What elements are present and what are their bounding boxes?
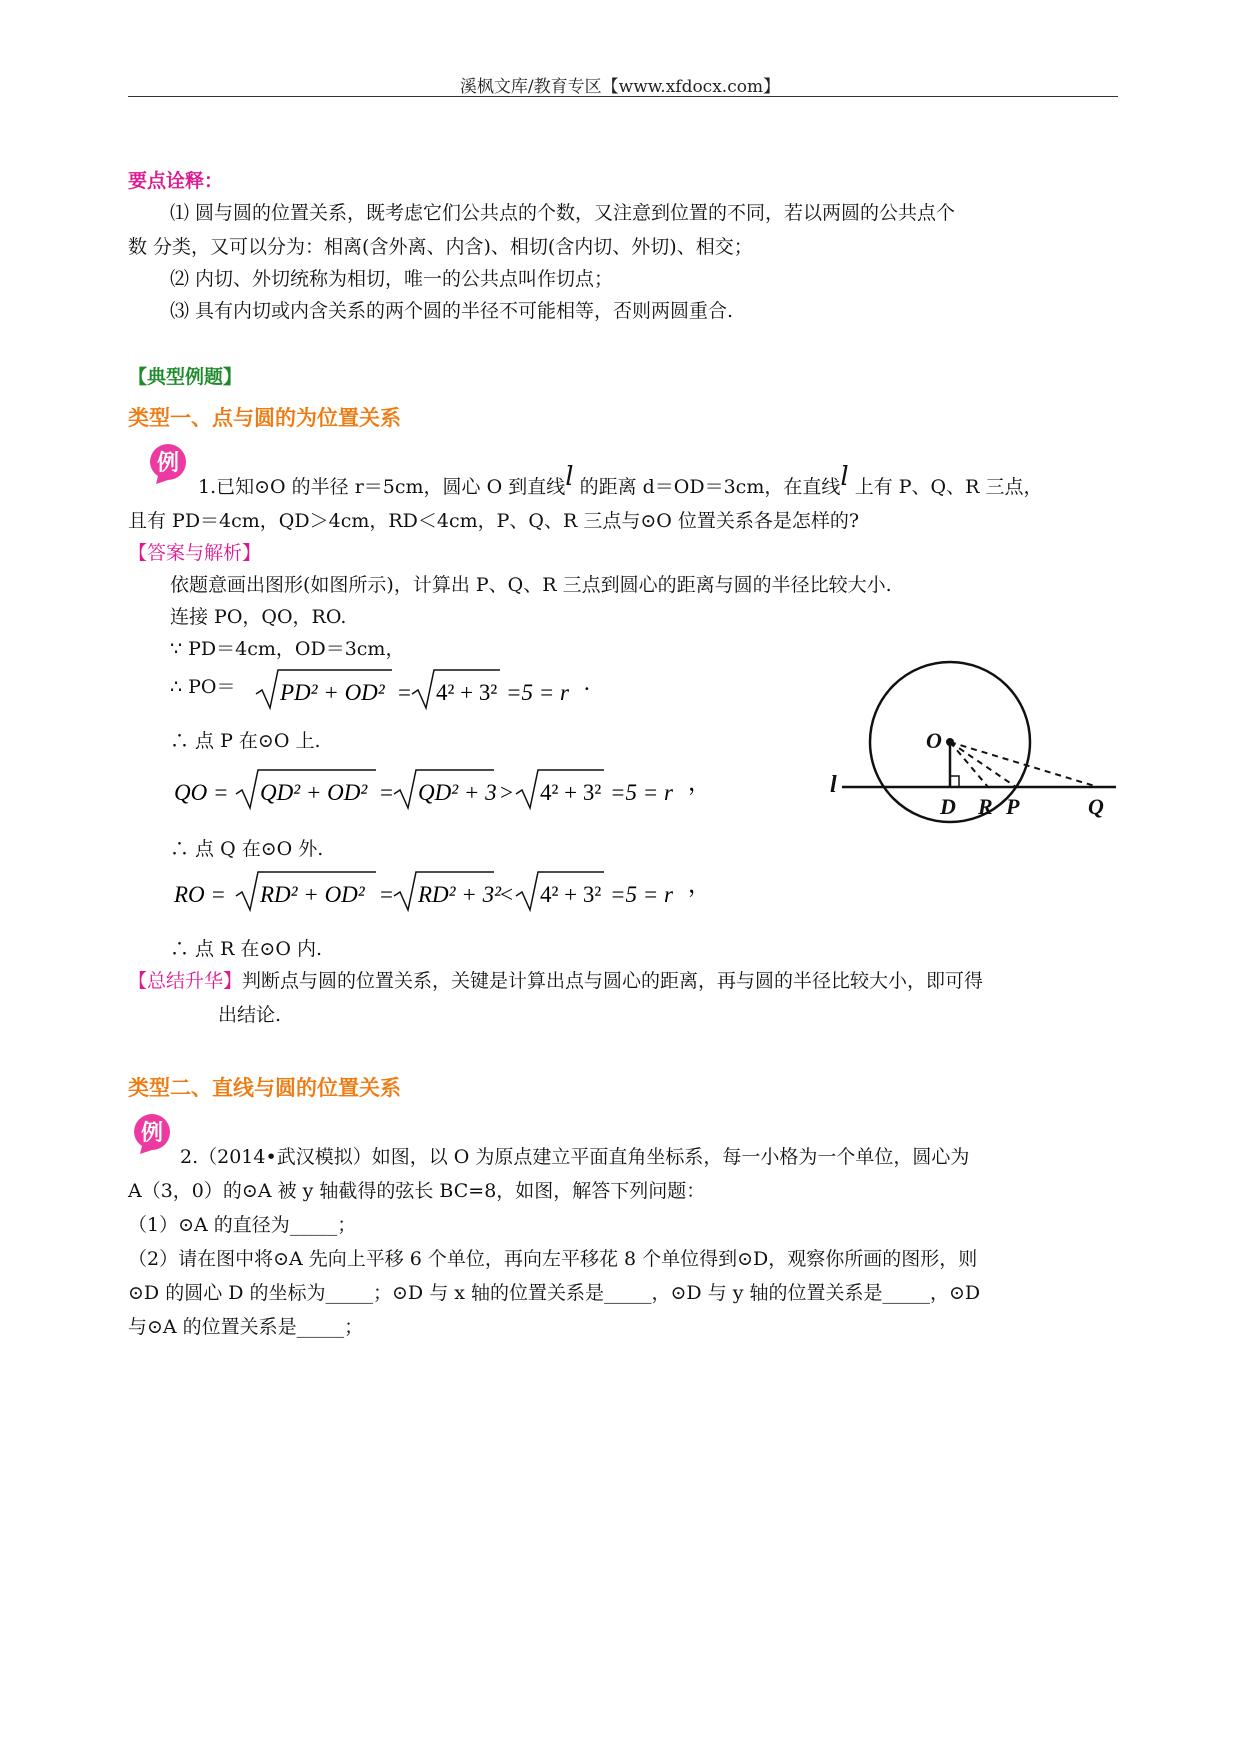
type1-title: 类型一、点与圆的为位置关系 — [128, 405, 401, 430]
formula-qo-comma: ， — [688, 770, 711, 795]
conclusion-r: ∴ 点 R 在⊙O 内. — [170, 938, 323, 960]
conclusion-q: ∴ 点 Q 在⊙O 外. — [170, 838, 324, 860]
line-l-symbol: l — [840, 462, 849, 492]
examples-title: 【典型例题】 — [128, 366, 243, 388]
formula-po-rad1: PD² + OD² — [280, 680, 385, 705]
formula-qo-rad1: QD² + OD² — [260, 780, 368, 805]
formula-ro-comma: ， — [688, 872, 711, 897]
type2-question-2-line-2: ⊙D 的圆心 D 的坐标为_____；⊙D 与 x 轴的位置关系是_____，⊙D 与 y 轴的位置关系是_____，⊙D — [128, 1282, 981, 1304]
type2-question-1: （1）⊙A 的直径为_____； — [128, 1214, 357, 1236]
formula-qo-lhs: QO = — [174, 780, 229, 805]
line-l-symbol: l — [565, 462, 574, 492]
type2-title: 类型二、直线与圆的位置关系 — [128, 1075, 401, 1100]
type2-line-2: A（3，0）的⊙A 被 y 轴截得的弦长 BC=8，如图，解答下列问题： — [128, 1180, 706, 1202]
summary-text: 判断点与圆的位置关系，关键是计算出点与圆心的距离，再与圆的半径比较大小，即可得 — [242, 970, 984, 992]
formula-ro-tail: =5 = r — [610, 882, 673, 907]
summary-label: 【总结升华】 — [128, 970, 243, 992]
solution-line-3: ∵ PD＝4cm，OD＝3cm， — [170, 638, 405, 660]
summary-line-1 — [128, 966, 983, 993]
label-d: D — [940, 794, 956, 819]
problem-text-b: 的距离 d＝OD＝3cm，在直线 — [573, 476, 841, 498]
formula-qo-tail: =5 = r — [610, 780, 673, 805]
header-rule — [128, 96, 1118, 97]
formula-ro-op: < — [500, 882, 513, 907]
right-angle-mark — [950, 776, 959, 787]
formula-po-rad2: 4² + 3² — [436, 680, 498, 705]
example-badge-icon — [130, 1110, 174, 1154]
formula-ro — [172, 868, 712, 914]
segment-ro — [950, 742, 988, 787]
key-point-line-4: ⑶ 具有内切或内含关系的两个圆的半径不可能相等，否则两圆重合. — [170, 300, 734, 322]
formula-ro-rad2: RD² + 3² — [418, 882, 501, 907]
circle-line-figure — [826, 660, 1126, 838]
label-q: Q — [1088, 794, 1104, 819]
formula-ro-lhs: RO = — [174, 882, 226, 907]
formula-qo-eq: = — [380, 780, 393, 805]
segment-po — [950, 742, 1016, 787]
formula-po — [254, 666, 594, 712]
key-points-title: 要点诠释： — [128, 170, 224, 192]
label-o: O — [926, 728, 942, 753]
summary-line-2: 出结论. — [218, 1004, 282, 1026]
example-badge-icon — [146, 440, 190, 484]
formula-po-tail: =5 = r — [506, 680, 569, 705]
example-badge-text: 例 — [156, 450, 180, 476]
key-point-line-2: 数 分类，又可以分为：相离(含外离、内含)、相切(含内切、外切)、相交； — [128, 236, 753, 258]
answer-label: 【答案与解析】 — [128, 542, 262, 564]
type2-line-1: 2.（2014•武汉模拟）如图，以 O 为原点建立平面直角坐标系，每一小格为一个单位，圆心为 — [180, 1146, 970, 1168]
formula-ro-rad1: RD² + OD² — [260, 882, 365, 907]
type1-problem-line-1 — [198, 462, 1043, 500]
segment-qo — [950, 742, 1098, 787]
formula-po-eq: = — [398, 680, 411, 705]
formula-qo-rad2: QD² + 3 — [418, 780, 497, 805]
conclusion-p: ∴ 点 P 在⊙O 上. — [170, 730, 321, 752]
solution-line-2: 连接 PO，QO，RO. — [170, 606, 347, 628]
key-point-line-1: ⑴ 圆与圆的位置关系，既考虑它们公共点的个数，又注意到位置的不同，若以两圆的公共点个 — [170, 202, 956, 224]
formula-po-dot: . — [584, 670, 590, 695]
formula-ro-eq: = — [380, 882, 393, 907]
page-header: 溪枫文库/教育专区【www.xfdocx.com】 — [459, 77, 781, 97]
formula-ro-rad3: 4² + 3² — [540, 882, 602, 907]
example-badge-text: 例 — [140, 1120, 164, 1146]
key-point-line-3: ⑵ 内切、外切统称为相切，唯一的公共点叫作切点； — [170, 268, 614, 290]
type1-problem-line-2: 且有 PD＝4cm，QD＞4cm，RD＜4cm，P、Q、R 三点与⊙O 位置关系各是怎样的? — [128, 510, 860, 532]
formula-qo-rad3: 4² + 3² — [540, 780, 602, 805]
solution-line-4-prefix: ∴ PO＝ — [170, 676, 236, 698]
formula-qo — [172, 766, 712, 812]
problem-text-a: 1.已知⊙O 的半径 r＝5cm，圆心 O 到直线 — [198, 476, 566, 498]
label-p: P — [1006, 794, 1020, 819]
type2-question-2-line-3: 与⊙A 的位置关系是_____； — [128, 1316, 364, 1338]
problem-text-c: 上有 P、Q、R 三点， — [848, 476, 1043, 498]
label-l: l — [830, 772, 837, 798]
formula-qo-op: > — [500, 780, 513, 805]
label-r: R — [978, 794, 993, 819]
type2-question-2-line-1: （2）请在图中将⊙A 先向上平移 6 个单位，再向左平移花 8 个单位得到⊙D，观察你所画的图形，则 — [128, 1248, 978, 1270]
solution-line-1: 依题意画出图形(如图所示)，计算出 P、Q、R 三点到圆心的距离与圆的半径比较大小. — [170, 574, 892, 596]
